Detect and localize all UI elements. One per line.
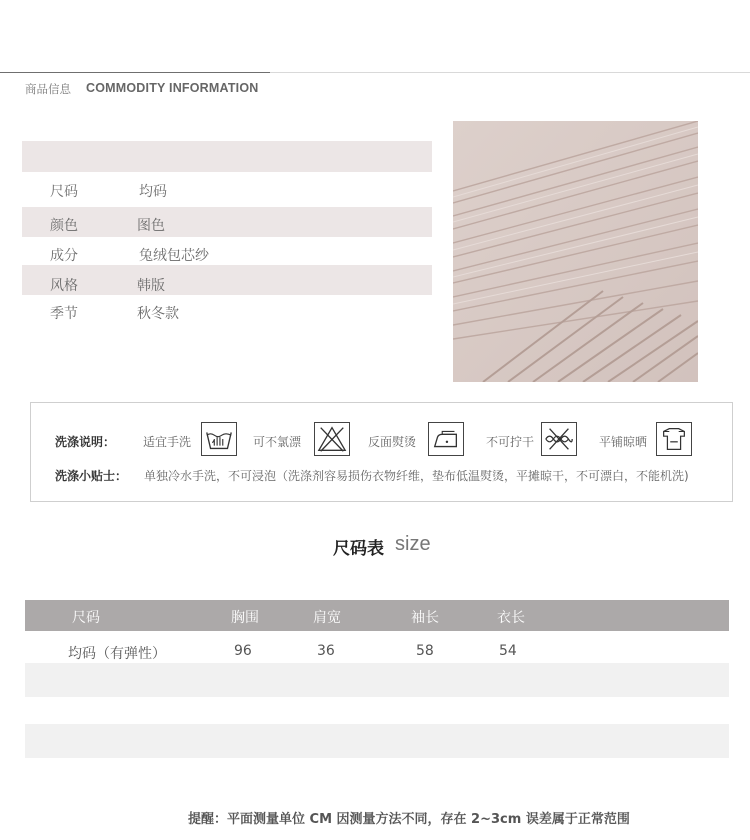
wash-tips-text: 单独冷水手洗，不可浸泡（洗涤剂容易损伤衣物纤维，垫布低温熨烫，平摊晾干，不可漂白，不能机洗) [144, 469, 689, 483]
info-value-size: 均码 [139, 184, 167, 200]
info-value-material: 兔绒包芯纱 [139, 248, 209, 264]
size-table-empty-row [25, 663, 729, 697]
header-rule-dark [0, 72, 270, 73]
size-chart-title-cn: 尺码表 [333, 539, 384, 559]
fabric-swatch-image [453, 121, 698, 382]
care-label-no-bleach: 可不氯漂 [253, 435, 302, 449]
info-band-color [22, 207, 432, 237]
header-rule-light [270, 72, 750, 73]
info-key-season: 季节 [50, 306, 78, 322]
size-row-chest: 96 [234, 643, 252, 659]
size-col-chest: 胸围 [231, 610, 259, 626]
size-table-header [25, 600, 729, 631]
info-value-style: 韩版 [137, 278, 165, 294]
care-label-dry-flat: 平铺晾晒 [599, 435, 648, 449]
size-col-sleeve: 袖长 [411, 610, 439, 626]
info-band-top [22, 141, 432, 172]
info-key-size: 尺码 [50, 184, 78, 200]
info-band-style [22, 265, 432, 295]
size-chart-title-en: size [395, 533, 431, 555]
knit-fabric-swatch [453, 121, 698, 382]
care-label-iron: 反面熨烫 [368, 435, 417, 449]
wash-instructions-title: 洗涤说明： [55, 435, 116, 449]
size-table-empty-row [25, 724, 729, 758]
measurement-note: 提醒：平面测量单位 CM 因测量方法不同，存在 2~3cm 误差属于正常范围 [188, 812, 630, 827]
size-row-size: 均码（有弹性） [68, 646, 166, 662]
info-value-color: 图色 [137, 218, 165, 234]
care-label-hand-wash: 适宜手洗 [143, 435, 192, 449]
care-instructions-box [30, 402, 733, 502]
dry-flat-icon [656, 422, 692, 456]
care-label-no-wring: 不可拧干 [486, 435, 535, 449]
hand-wash-icon [201, 422, 237, 456]
iron-icon [428, 422, 464, 456]
wash-tips-title: 洗涤小贴士： [55, 469, 128, 483]
info-key-style: 风格 [50, 278, 78, 294]
section-title-cn: 商品信息 [25, 82, 71, 96]
size-row-length: 54 [499, 643, 517, 659]
info-value-season: 秋冬款 [137, 306, 179, 322]
size-row-shoulder: 36 [317, 643, 335, 659]
size-col-shoulder: 肩宽 [313, 610, 341, 626]
size-col-length: 衣长 [497, 610, 525, 626]
size-row-sleeve: 58 [416, 643, 434, 659]
size-col-size: 尺码 [72, 610, 100, 626]
section-title-en: COMMODITY INFORMATION [86, 81, 259, 95]
info-key-material: 成分 [50, 248, 78, 264]
info-key-color: 颜色 [50, 218, 78, 234]
no-wring-icon [541, 422, 577, 456]
no-bleach-icon [314, 422, 350, 456]
